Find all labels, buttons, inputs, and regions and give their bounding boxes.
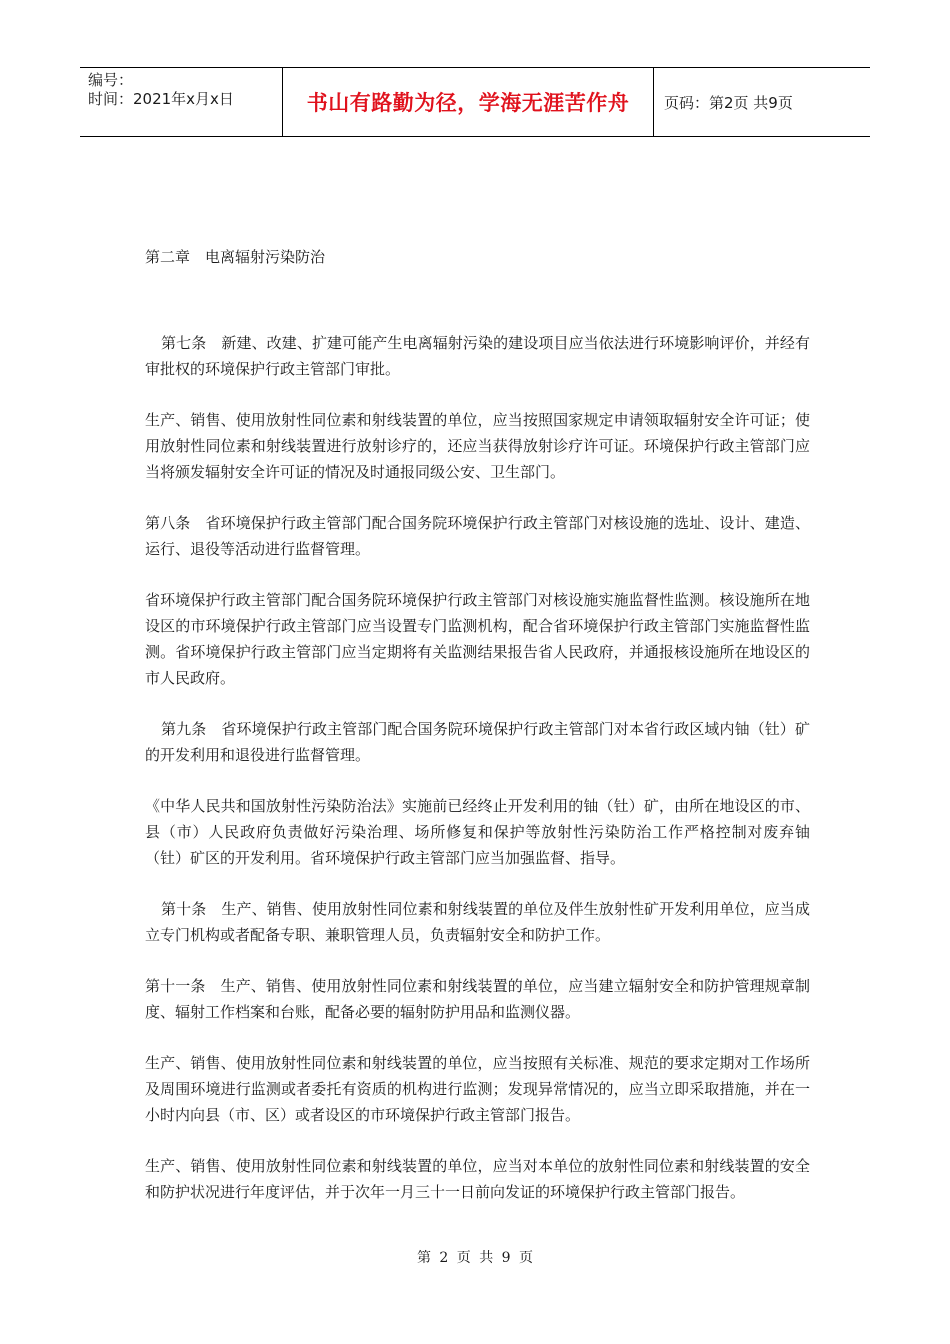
article-9-para-2: 《中华人民共和国放射性污染防治法》实施前已经终止开发利用的铀（钍）矿，由所在地设区的市、县（市）人民政府负责做好污染治理、场所修复和保护等放射性污染防治工作严格控制对废弃铀（钍）矿区的开发利用。省环境保护行政主管部门应当加强监督、指导。	[145, 797, 810, 867]
article-11: 第十一条 生产、销售、使用放射性同位素和射线装置的单位，应当建立辐射安全和防护管理规章制度、辐射工作档案和台账，配备必要的辐射防护用品和监测仪器。	[145, 977, 810, 1021]
article-8-para-2: 省环境保护行政主管部门配合国务院环境保护行政主管部门对核设施实施监督性监测。核设施所在地设区的市环境保护行政主管部门应当设置专门监测机构，配合省环境保护行政主管部门实施监督性监测。省环境保护行政主管部门应当定期将有关监测结果报告省人民政府，并通报核设施所在地设区的市人民政府。	[145, 591, 810, 687]
date-label: 时间：2021年x月x日	[88, 90, 234, 108]
header-motto: 书山有路勤为径，学海无涯苦作舟	[306, 91, 630, 115]
article-11-para-3: 生产、销售、使用放射性同位素和射线装置的单位，应当对本单位的放射性同位素和射线装置的安全和防护状况进行年度评估，并于次年一月三十一日前向发证的环境保护行政主管部门报告。	[145, 1157, 810, 1201]
header-page-info: 页码：第2页 共9页	[664, 93, 793, 112]
article-11-para-2: 生产、销售、使用放射性同位素和射线装置的单位，应当按照有关标准、规范的要求定期对工作场所及周围环境进行监测或者委托有资质的机构进行监测；发现异常情况的，应当立即采取措施，并在一小时内向县（市、区）或者设区的市环境保护行政主管部门报告。	[145, 1054, 810, 1124]
article-9: 第九条 省环境保护行政主管部门配合国务院环境保护行政主管部门对本省行政区域内铀（钍）矿的开发利用和退役进行监督管理。	[145, 720, 810, 764]
header-motto-cell	[282, 68, 654, 136]
header-page-cell	[654, 68, 870, 136]
article-7: 第七条 新建、改建、扩建可能产生电离辐射污染的建设项目应当依法进行环境影响评价，并经有审批权的环境保护行政主管部门审批。	[145, 334, 810, 378]
page-footer: 第 2 页 共 9 页	[416, 1250, 534, 1266]
header-meta	[80, 68, 282, 136]
chapter-title: 第二章 电离辐射污染防治	[145, 248, 326, 266]
document-body	[145, 244, 810, 1205]
article-8: 第八条 省环境保护行政主管部门配合国务院环境保护行政主管部门对核设施的选址、设计、建造、运行、退役等活动进行监督管理。	[145, 514, 810, 558]
document-header	[80, 67, 870, 137]
number-label: 编号：	[88, 71, 134, 89]
article-7-para-2: 生产、销售、使用放射性同位素和射线装置的单位，应当按照国家规定申请领取辐射安全许可证；使用放射性同位素和射线装置进行放射诊疗的，还应当获得放射诊疗许可证。环境保护行政主管部门应当将颁发辐射安全许可证的情况及时通报同级公安、卫生部门。	[145, 411, 810, 481]
article-10: 第十条 生产、销售、使用放射性同位素和射线装置的单位及伴生放射性矿开发利用单位，应当成立专门机构或者配备专职、兼职管理人员，负责辐射安全和防护工作。	[145, 900, 810, 944]
